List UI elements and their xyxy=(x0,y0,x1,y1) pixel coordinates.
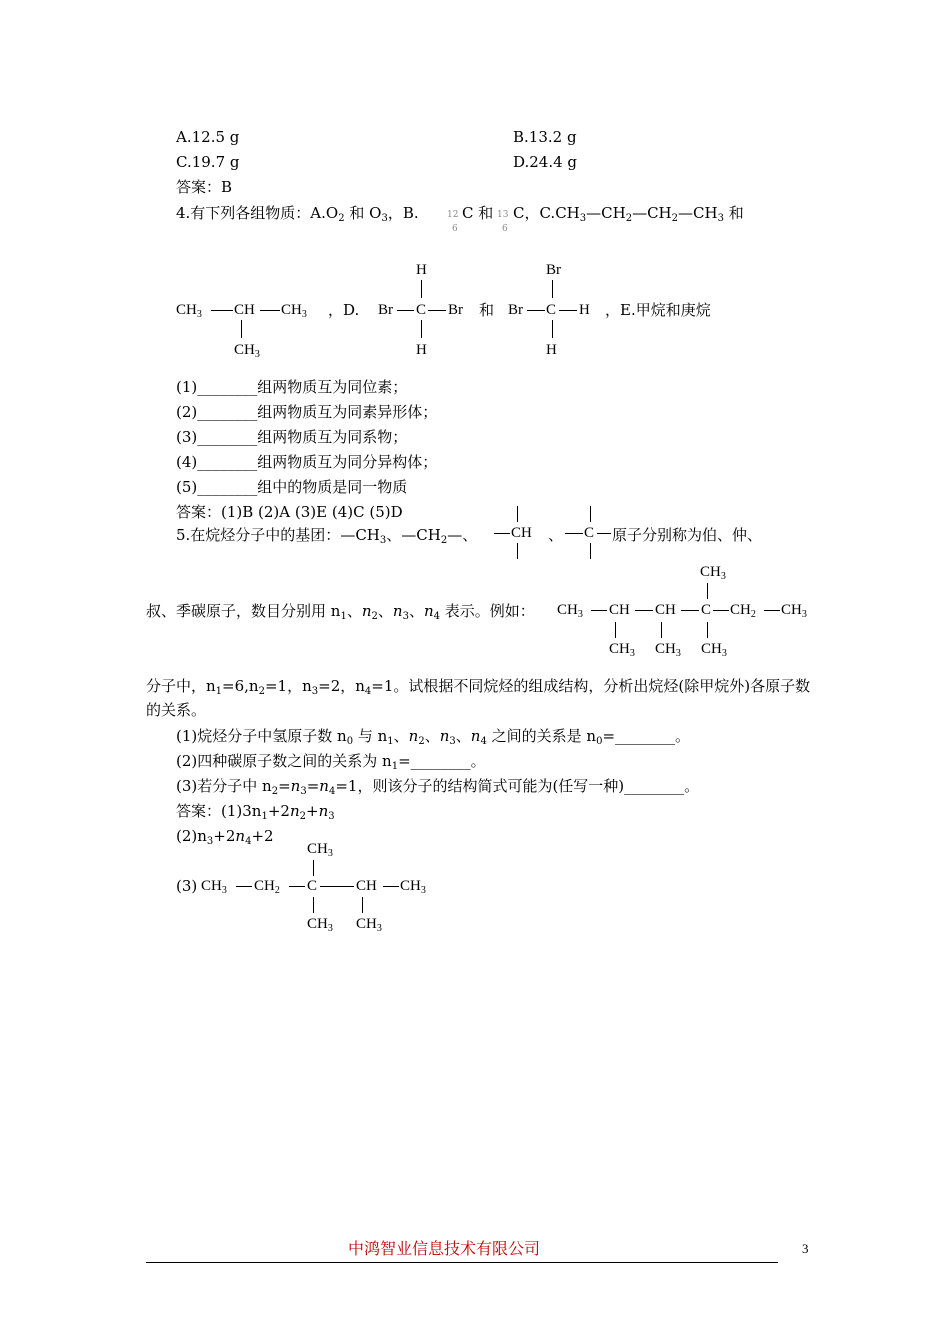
page-number: 3 xyxy=(802,1241,809,1256)
isotope-c12-label: C 和 xyxy=(462,204,494,222)
option-e: ，E.甲烷和庚烷 xyxy=(605,301,711,319)
footer-rule xyxy=(146,1262,778,1263)
isobutane-ch3-bottom: $CH_3$ xyxy=(234,342,260,360)
q5-stem: 5.在烷烃分子中的基团：$—CH_3$、$—CH_2—$、 xyxy=(176,526,478,546)
q5-answer-3-label: (3) xyxy=(176,877,198,895)
q5-answer-1: 答案：$(1)3n_1+2n_2+n_3$ xyxy=(176,802,335,822)
isobutane-ch3-left: $CH_3$ xyxy=(176,302,202,320)
isotope-13-mass: 13 xyxy=(497,210,509,220)
isobutane-ch3-right: $CH_3$ xyxy=(281,302,307,320)
group-ch: CH xyxy=(511,525,532,541)
q4-blank-4: (4)________组两物质互为同分异构体； xyxy=(176,453,438,471)
atom-br-left: Br xyxy=(378,302,393,318)
q5-stem-end: 原子分别称为伯、仲、 xyxy=(612,526,763,544)
atom-h-top: H xyxy=(416,262,427,278)
q3-answer: 答案：B xyxy=(176,178,233,196)
q5-comma: 、 xyxy=(548,526,564,544)
isobutane-ch: CH xyxy=(234,302,255,318)
atom-h-bottom: H xyxy=(546,342,557,358)
atom-c: C xyxy=(416,302,427,318)
q4-blank-3: (3)________组两物质互为同系物； xyxy=(176,428,408,446)
q5-answer-2: $(2)n_3+2n_4+2$ xyxy=(176,827,274,847)
and-word: 和 xyxy=(479,301,495,319)
option-d: D.24.4 g xyxy=(513,153,578,171)
atom-h-right: H xyxy=(579,302,590,318)
q5-sub3: (3)若分子中 $n_2=n_3=n_4=1$，则该分子的结构简式可能为(任写一种)________。 xyxy=(176,777,700,797)
isotope-13-number: 6 xyxy=(502,224,508,234)
q4-blank-5: (5)________组中的物质是同一物质 xyxy=(176,478,408,496)
isotope-12-mass: 12 xyxy=(447,210,459,220)
q5-sub1: (1)烷烃分子中氢原子数 $n_0$ 与 $n_1$、$n_2$、$n_3$、$n_4$ 之间的关系是 $n_0=\_\_\_\_\_\_\_\_$。 xyxy=(176,727,691,747)
q5-line4: 的关系。 xyxy=(146,701,207,719)
butane-chain: C，$C.CH_3—CH_2—CH_2—CH_3$ 和 xyxy=(513,204,744,224)
atom-h-bottom: H xyxy=(416,342,427,358)
option-c: C.19.7 g xyxy=(176,153,240,171)
atom-br-top: Br xyxy=(546,262,561,278)
isotope-12-number: 6 xyxy=(452,224,458,234)
q4-blank-2: (2)________组两物质互为同素异形体； xyxy=(176,403,438,421)
q5-line2: 叔、季碳原子，数目分别用 $n_1$、$n_2$、$n_3$、$n_4$ 表示。例如： xyxy=(146,602,535,622)
option-d-label: ，D. xyxy=(328,301,360,319)
atom-br-left: Br xyxy=(508,302,523,318)
q4-blank-1: (1)________组两物质互为同位素； xyxy=(176,378,408,396)
option-a: A.12.5 g xyxy=(176,128,240,146)
option-b: B.13.2 g xyxy=(513,128,577,146)
q5-sub2: (2)四种碳原子数之间的关系为 $n_1=\_\_\_\_\_\_\_\_$。 xyxy=(176,752,486,772)
q5-line3: 分子中，$n_1=6,n_2=1$，$n_3=2$，$n_4=1$。试根据不同烷烃的组成结构，分析出烷烃(除甲烷外)各原子数 xyxy=(146,677,811,697)
atom-c: C xyxy=(546,302,557,318)
q4-answer: 答案：(1)B (2)A (3)E (4)C (5)D xyxy=(176,503,403,521)
footer-company: 中鸿智业信息技术有限公司 xyxy=(348,1239,541,1258)
atom-br-right: Br xyxy=(448,302,463,318)
group-c: C xyxy=(584,525,595,541)
q4-stem: 4.有下列各组物质：$A.O_2$ 和 $O_3$，B. xyxy=(176,204,419,224)
